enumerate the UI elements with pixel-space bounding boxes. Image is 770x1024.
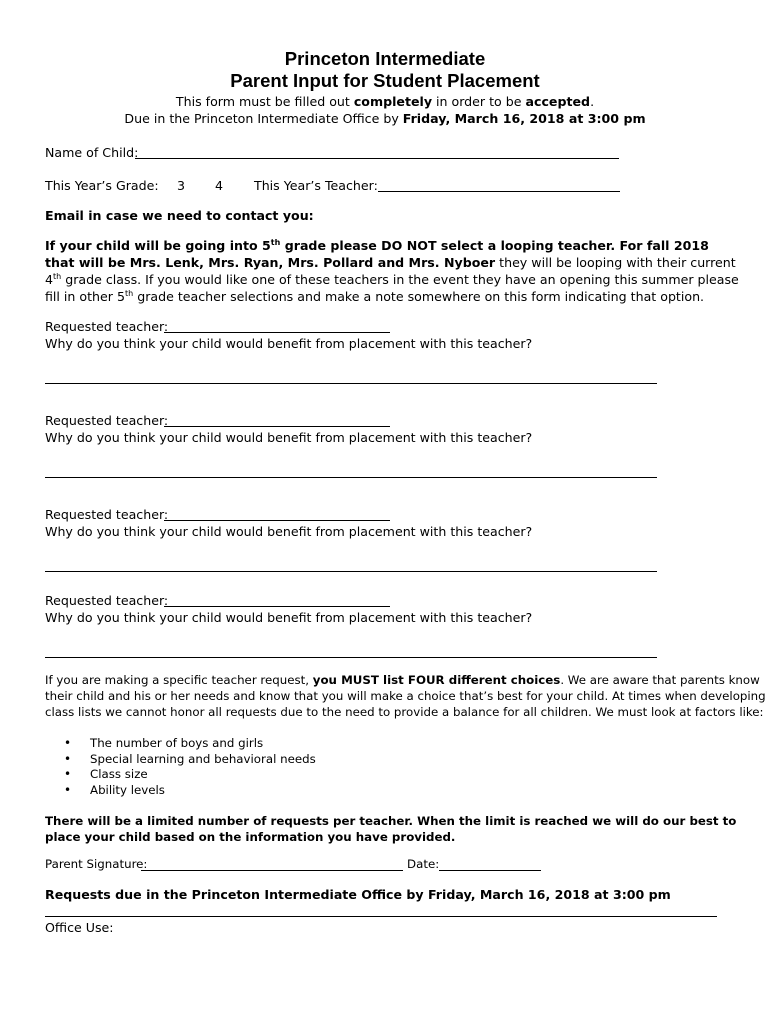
office-use-label: Office Use:	[45, 920, 114, 935]
list-item: Special learning and behavioral needs	[90, 752, 316, 766]
looping-line-1: If your child will be going into 5th grade please DO NOT select a looping teacher. For fall 2018	[45, 237, 709, 253]
request-answer-field-4[interactable]	[45, 657, 657, 658]
looping-line-3: 4th grade class. If you would like one of these teachers in the event they have an opening this summer please	[45, 271, 739, 287]
request-answer-field-3[interactable]	[45, 571, 657, 572]
notice-line-2: their child and his or her needs and know that you will make a choice that’s best for your child. At times when developing	[45, 689, 766, 703]
list-item: Ability levels	[90, 783, 165, 797]
request-answer-field-2[interactable]	[45, 477, 657, 478]
request-teacher-label-2: Requested teacher:	[45, 413, 169, 428]
request-teacher-field-1[interactable]	[164, 332, 390, 333]
request-teacher-label-1: Requested teacher:	[45, 319, 169, 334]
looping-line-4: fill in other 5th grade teacher selections and make a note somewhere on this form indicating that option.	[45, 288, 705, 304]
requests-due-notice: Requests due in the Princeton Intermediate Office by Friday, March 16, 2018 at 3:00 pm	[45, 887, 671, 902]
instructions: This form must be filled out completely in order to be accepted.	[175, 94, 595, 109]
request-answer-field-1[interactable]	[45, 383, 657, 384]
request-teacher-field-4[interactable]	[164, 606, 390, 607]
parent-signature-label: Parent Signature:	[45, 857, 148, 871]
bullet-icon: •	[64, 736, 72, 750]
bullet-icon: •	[64, 752, 72, 766]
parent-signature-field[interactable]	[141, 870, 403, 871]
notice-line-1: If you are making a specific teacher request, you MUST list FOUR different choices. We are aware that parents know	[45, 673, 760, 687]
due-notice: Due in the Princeton Intermediate Office by Friday, March 16, 2018 at 3:00 pm	[124, 111, 646, 126]
current-teacher-field[interactable]	[378, 191, 620, 192]
notice-line-3: class lists we cannot honor all requests due to the need to provide a balance for all children. We must look at factors like:	[45, 705, 764, 719]
form-subtitle: Parent Input for Student Placement	[230, 70, 540, 91]
grade-label: This Year’s Grade:	[45, 178, 159, 193]
grade-option-4[interactable]: 4	[215, 178, 224, 193]
limit-line-1: There will be a limited number of requests per teacher. When the limit is reached we will do our best to	[45, 814, 737, 828]
bullet-icon: •	[64, 767, 72, 781]
looping-line-2: that will be Mrs. Lenk, Mrs. Ryan, Mrs. Pollard and Mrs. Nyboer they will be looping with their current	[45, 255, 736, 270]
limit-line-2: place your child based on the information you have provided.	[45, 830, 456, 844]
bullet-icon: •	[64, 783, 72, 797]
divider	[45, 916, 717, 917]
date-label: Date:	[407, 857, 440, 871]
grade-option-3[interactable]: 3	[177, 178, 186, 193]
email-label: Email in case we need to contact you:	[45, 208, 314, 223]
request-question-1: Why do you think your child would benefit from placement with this teacher?	[45, 336, 533, 351]
name-label: Name of Child:	[45, 145, 139, 160]
form-title: Princeton Intermediate	[284, 48, 486, 69]
request-question-4: Why do you think your child would benefit from placement with this teacher?	[45, 610, 533, 625]
list-item: The number of boys and girls	[90, 736, 264, 750]
date-field[interactable]	[439, 870, 541, 871]
list-item: Class size	[90, 767, 148, 781]
name-field[interactable]	[135, 158, 619, 159]
request-teacher-label-4: Requested teacher:	[45, 593, 169, 608]
request-teacher-label-3: Requested teacher:	[45, 507, 169, 522]
request-teacher-field-2[interactable]	[164, 426, 390, 427]
request-question-2: Why do you think your child would benefit from placement with this teacher?	[45, 430, 533, 445]
teacher-label: This Year’s Teacher:	[254, 178, 378, 193]
request-question-3: Why do you think your child would benefit from placement with this teacher?	[45, 524, 533, 539]
request-teacher-field-3[interactable]	[164, 520, 390, 521]
